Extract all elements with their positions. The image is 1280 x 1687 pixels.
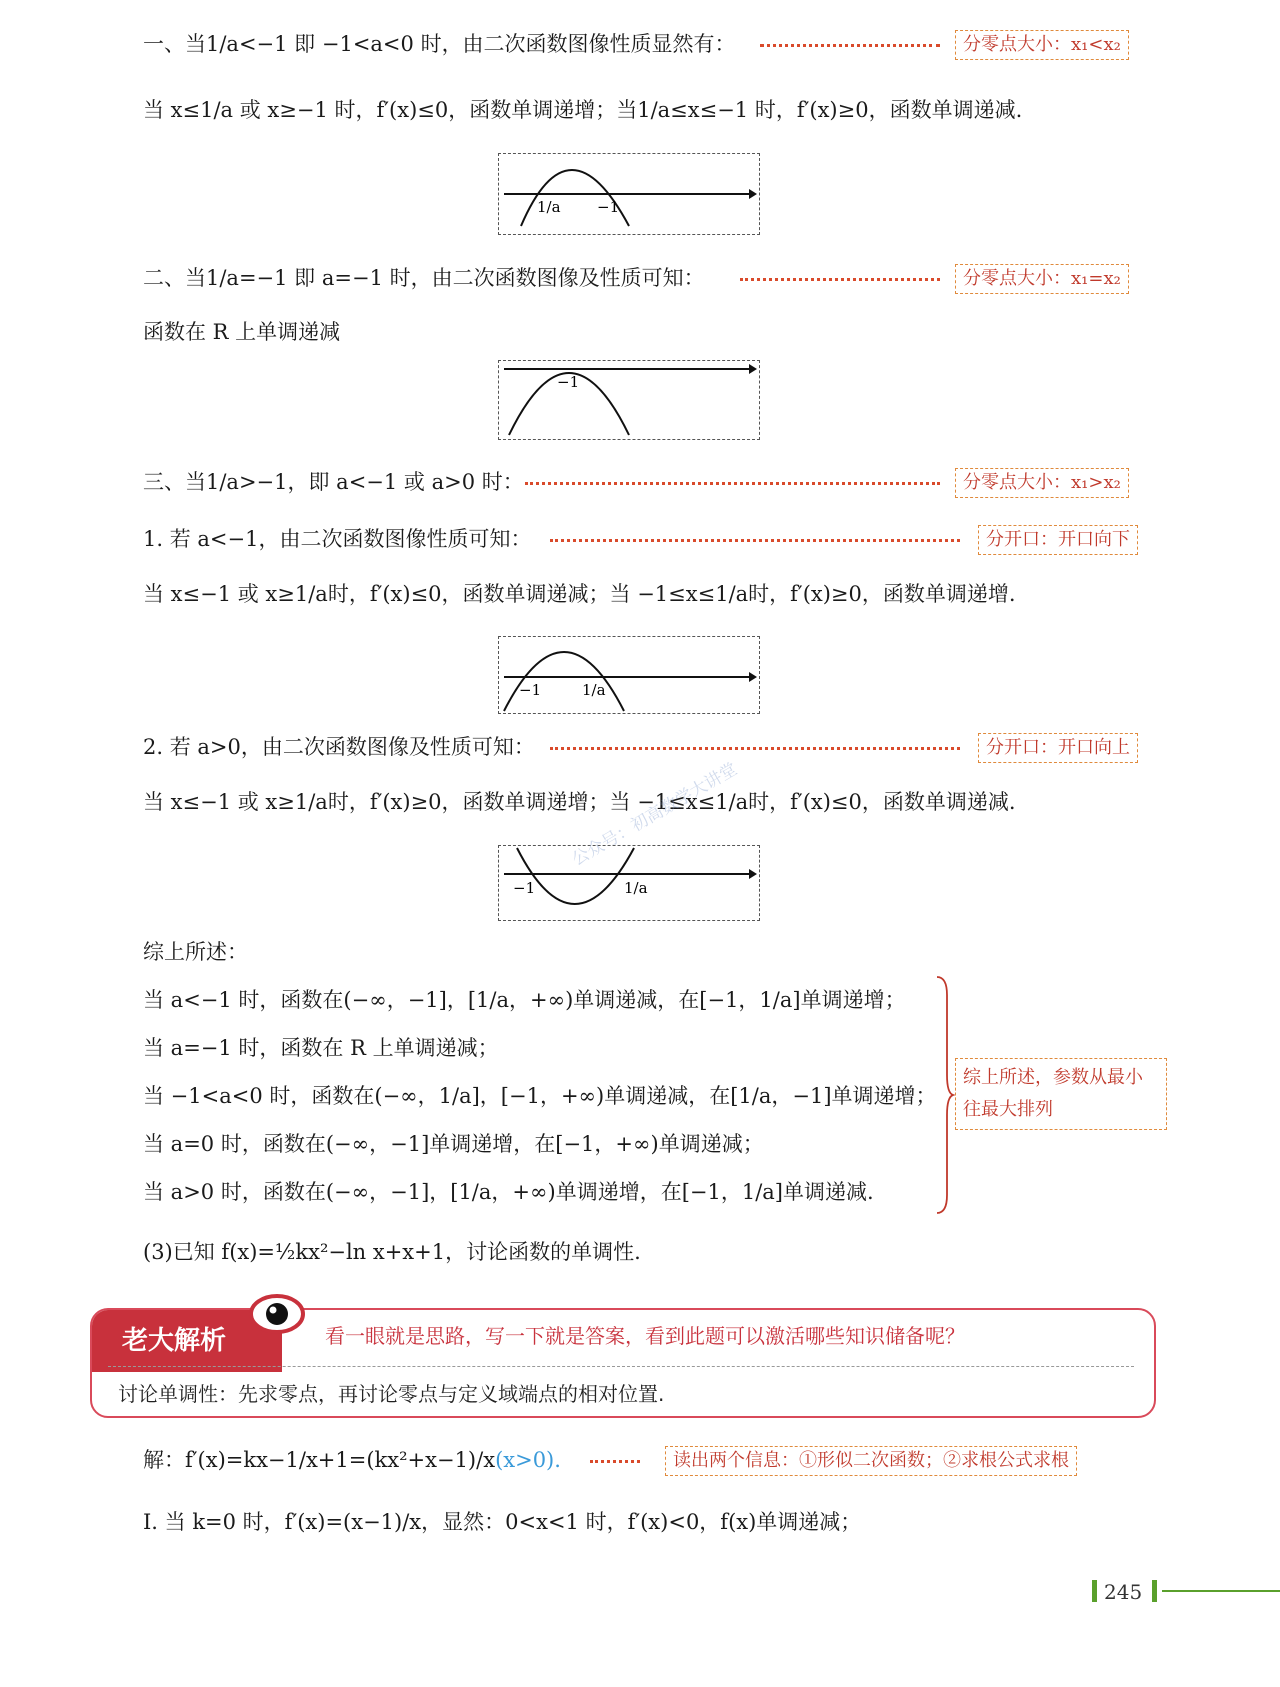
analysis-tag: 老大解析	[92, 1310, 282, 1372]
graph-label-vertex: −1	[557, 373, 580, 391]
case-two-result: 函数在 R 上单调递减	[143, 320, 341, 344]
summary-line-3: 当 −1<a<0 时，函数在(−∞，1/a]，[−1，+∞)单调递减，在[1/a，−1]单调递增；	[143, 1084, 937, 1108]
case-one-heading: 一、当1/a<−1 即 −1<a<0 时，由二次函数图像性质显然有：	[143, 32, 736, 56]
page-bar-right	[1152, 1580, 1157, 1602]
note-opening-up: 分开口：开口向上	[978, 733, 1138, 763]
eye-icon	[248, 1290, 306, 1338]
subcase-one-monotonic: 当 x≤−1 或 x≥1/a时，f′(x)≤0，函数单调递减；当 −1≤x≤1/a时，f′(x)≥0，函数单调递增.	[143, 582, 1016, 606]
note-zero-order-less: 分零点大小：x₁<x₂	[955, 30, 1129, 60]
graph-case-two	[498, 360, 760, 440]
subcase-two-monotonic: 当 x≤−1 或 x≥1/a时，f′(x)≥0，函数单调递增；当 −1≤x≤1/a时，f′(x)≤0，函数单调递减.	[143, 790, 1016, 814]
panel-divider	[108, 1366, 1134, 1367]
solution-domain: (x>0).	[495, 1448, 561, 1472]
note-zero-order-greater: 分零点大小：x₁>x₂	[955, 468, 1129, 498]
analysis-text: 讨论单调性：先求零点，再讨论零点与定义域端点的相对位置.	[118, 1382, 665, 1406]
subcase-one-heading: 1. 若 a<−1，由二次函数图像性质可知：	[143, 527, 532, 551]
dotted-leader	[740, 278, 940, 281]
dotted-leader	[590, 1460, 640, 1463]
graph-subcase-one	[498, 636, 760, 714]
graph-label-right: 1/a	[624, 879, 648, 897]
graph-label-left: 1/a	[537, 198, 561, 216]
graph-label-right: 1/a	[582, 681, 606, 699]
page-number: 245	[1104, 1580, 1143, 1604]
case-k-zero: Ⅰ. 当 k=0 时，f′(x)=(x−1)/x，显然：0<x<1 时，f′(x)<0，f(x)单调递减；	[143, 1510, 862, 1534]
case-three-heading: 三、当1/a>−1，即 a<−1 或 a>0 时：	[143, 470, 524, 494]
solution-derivative: 解：f′(x)=kx−1/x+1=(kx²+x−1)/x	[143, 1448, 496, 1472]
page-bar-left	[1092, 1580, 1097, 1602]
summary-line-4: 当 a=0 时，函数在(−∞，−1]单调递增，在[−1，+∞)单调递减；	[143, 1132, 764, 1156]
dotted-leader	[550, 747, 960, 750]
note-opening-down: 分开口：开口向下	[978, 525, 1138, 555]
summary-line-1: 当 a<−1 时，函数在(−∞，−1]，[1/a，+∞)单调递减，在[−1，1/a]单调递增；	[143, 988, 906, 1012]
question-three: (3)已知 f(x)=½kx²−ln x+x+1，讨论函数的单调性.	[143, 1240, 641, 1264]
solution-line	[143, 1446, 561, 1474]
dotted-leader	[760, 44, 940, 47]
graph-label-right: −1	[597, 198, 620, 216]
analysis-question: 看一眼就是思路，写一下就是答案，看到此题可以激活哪些知识储备呢？	[325, 1324, 965, 1348]
graph-label-left: −1	[513, 879, 536, 897]
case-one-monotonic: 当 x≤1/a 或 x≥−1 时，f′(x)≤0，函数单调递增；当1/a≤x≤−1 时，f′(x)≥0，函数单调递减.	[143, 98, 1023, 122]
note-two-info: 读出两个信息：①形似二次函数；②求根公式求根	[665, 1446, 1077, 1476]
subcase-two-heading: 2. 若 a>0，由二次函数图像及性质可知：	[143, 735, 535, 759]
summary-heading: 综上所述：	[143, 940, 248, 964]
page-rule	[1162, 1590, 1280, 1592]
case-two-heading: 二、当1/a=−1 即 a=−1 时，由二次函数图像及性质可知：	[143, 266, 705, 290]
graph-subcase-two	[498, 845, 760, 921]
summary-brace	[935, 975, 955, 1215]
graph-case-one	[498, 153, 760, 235]
summary-line-5: 当 a>0 时，函数在(−∞，−1]，[1/a，+∞)单调递增，在[−1，1/a]单调递减.	[143, 1180, 874, 1204]
watermark: 公众号：初高数学大讲堂	[568, 759, 741, 871]
note-zero-order-equal: 分零点大小：x₁=x₂	[955, 264, 1129, 294]
note-order-summary: 综上所述，参数从最小往最大排列	[955, 1058, 1167, 1130]
graph-label-left: −1	[519, 681, 542, 699]
summary-line-2: 当 a=−1 时，函数在 R 上单调递减；	[143, 1036, 499, 1060]
dotted-leader	[550, 539, 960, 542]
dotted-leader	[525, 482, 940, 485]
